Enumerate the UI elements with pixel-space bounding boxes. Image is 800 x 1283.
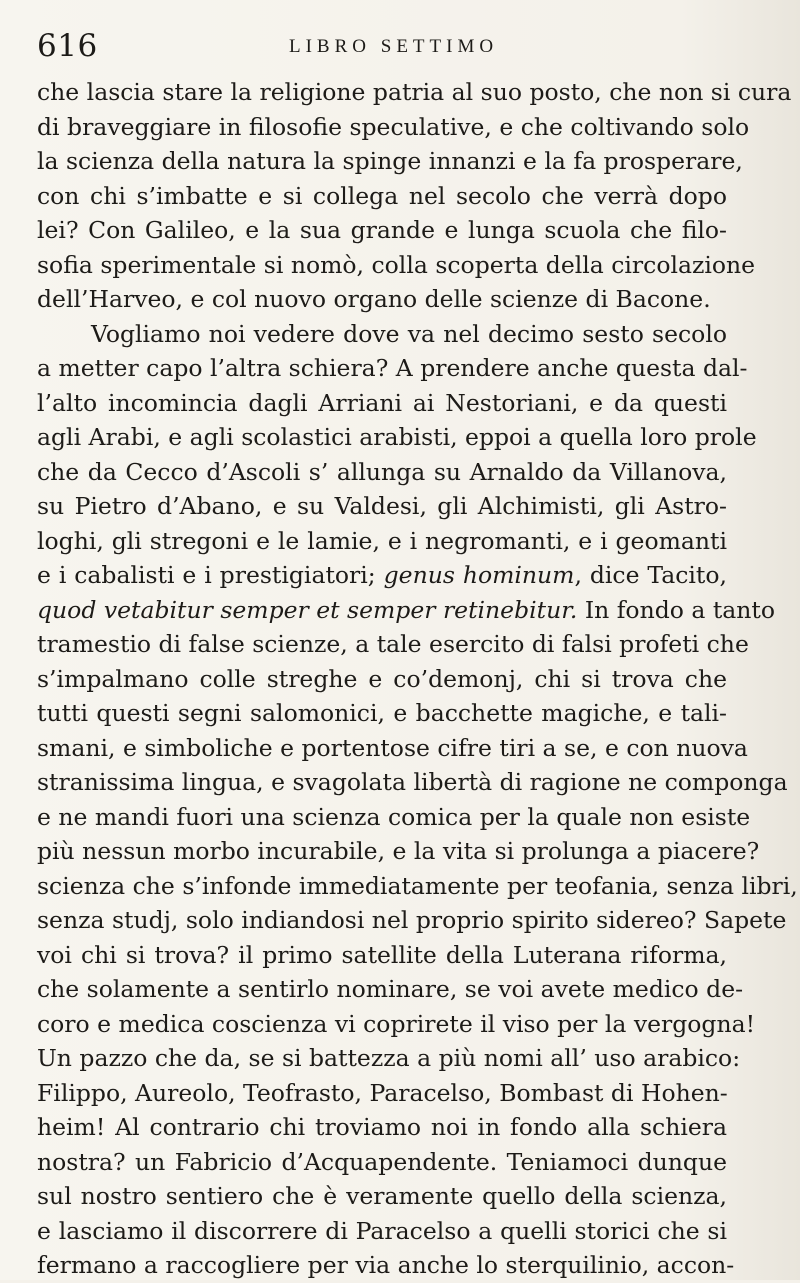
text-line: Filippo, Aureolo, Teofrasto, Paracelso, Bombast di Hohen- bbox=[37, 1078, 728, 1107]
text-line: a metter capo l’altra schiera? A prendere anche questa dal- bbox=[37, 354, 748, 382]
page-number: 616 bbox=[37, 28, 98, 64]
text-line: nostra? un Fabricio d’Acquapendente. Teniamoci dunque bbox=[37, 1147, 727, 1176]
text-line: dell’Harveo, e col nuovo organo delle scienze di Bacone. bbox=[37, 285, 711, 313]
text-segment: , dice Tacito, bbox=[574, 561, 727, 589]
text-line: tramestio di false scienze, a tale esercito di falsi profeti che bbox=[37, 630, 749, 658]
page-header bbox=[37, 28, 760, 68]
text-line: che lascia stare la religione patria al suo posto, che non si cura bbox=[37, 78, 792, 106]
text-line: senza studj, solo indiandosi nel proprio spirito sidereo? Sapete bbox=[37, 906, 787, 934]
running-title: LIBRO SETTIMO bbox=[289, 36, 499, 57]
text-line: loghi, gli stregoni e le lamie, e i negromanti, e i geomanti bbox=[37, 526, 727, 555]
text-line: la scienza della natura la spinge innanzi e la fa prosperare, bbox=[37, 147, 743, 175]
text-line: e lasciamo il discorrere di Paracelso a quelli storici che si bbox=[37, 1216, 727, 1245]
text-line-mixed bbox=[37, 558, 727, 593]
text-line: di braveggiare in filosofie speculative, e che coltivando solo bbox=[37, 112, 750, 141]
text-line: sofia sperimentale si nomò, colla scoperta della circolazione bbox=[37, 250, 756, 279]
text-line: smani, e simboliche e portentose cifre tiri a se, e con nuova bbox=[37, 733, 748, 762]
text-line-mixed bbox=[37, 593, 776, 628]
text-line: su Pietro d’Abano, e su Valdesi, gli Alchimisti, gli Astro- bbox=[37, 492, 727, 520]
text-line: che da Cecco d’Ascoli s’ allunga su Arnaldo da Villanova, bbox=[37, 457, 727, 486]
italic-quote: genus hominum bbox=[383, 561, 575, 589]
text-segment: In fondo a tanto bbox=[577, 595, 776, 624]
text-line: tutti questi segni salomonici, e bacchette magiche, e tali- bbox=[37, 699, 727, 727]
text-line: e ne mandi fuori una scienza comica per la quale non esiste bbox=[37, 802, 751, 831]
text-line: più nessun morbo incurabile, e la vita si prolunga a piacere? bbox=[37, 837, 760, 865]
text-line: Un pazzo che da, se si battezza a più nomi all’ uso arabico: bbox=[37, 1044, 741, 1072]
paragraph-start-line: Vogliamo noi vedere dove va nel decimo sesto secolo bbox=[91, 319, 727, 348]
text-line: l’alto incomincia dagli Arriani ai Nestoriani, e da questi bbox=[37, 388, 727, 417]
text-line: heim! Al contrario chi troviamo noi in fondo alla schiera bbox=[37, 1113, 727, 1141]
text-line: che solamente a sentirlo nominare, se voi avete medico de- bbox=[37, 975, 744, 1003]
text-line: sul nostro sentiero che è veramente quello della scienza, bbox=[37, 1182, 727, 1210]
text-line: s’impalmano colle streghe e co’demonj, chi si trova che bbox=[37, 664, 727, 693]
text-line: con chi s’imbatte e si collega nel secolo che verrà dopo bbox=[37, 181, 727, 210]
text-line: scienza che s’infonde immediatamente per teofania, senza libri, bbox=[37, 871, 798, 900]
text-line: fermano a raccogliere per via anche lo sterquilinio, accon- bbox=[37, 1251, 735, 1279]
italic-quote: quod vetabitur semper et semper retinebitur. bbox=[37, 595, 578, 624]
text-line: agli Arabi, e agli scolastici arabisti, eppoi a quella loro prole bbox=[37, 423, 757, 451]
text-line: stranissima lingua, e svagolata libertà di ragione ne componga bbox=[37, 768, 788, 796]
text-line: voi chi si trova? il primo satellite della Luterana riforma, bbox=[37, 940, 727, 969]
body-text bbox=[37, 75, 798, 1283]
text-segment: e i cabalisti e i prestigiatori; bbox=[37, 561, 376, 589]
text-line: lei? Con Galileo, e la sua grande e lunga scuola che filo- bbox=[37, 216, 727, 244]
text-line: coro e medica coscienza vi coprirete il viso per la vergogna! bbox=[37, 1009, 756, 1038]
